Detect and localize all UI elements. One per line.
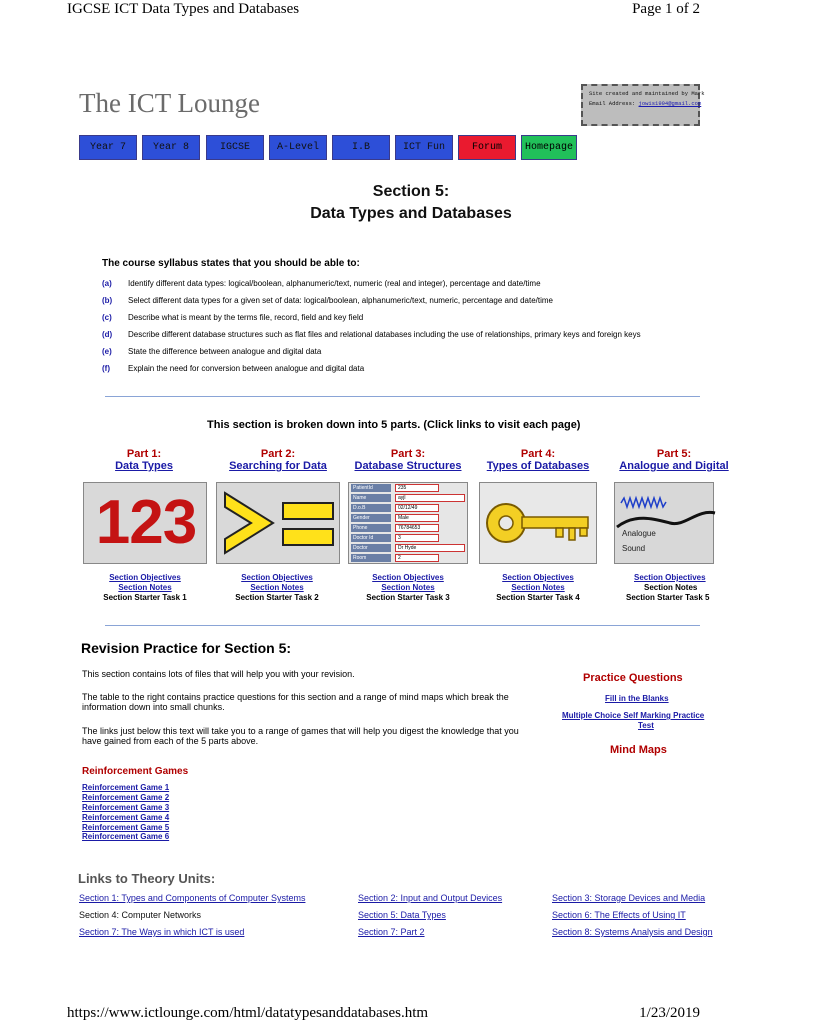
reinforcement-games-heading: Reinforcement Games: [82, 766, 189, 777]
part-2-links: [225, 573, 329, 603]
section-notes-text[interactable]: Section Notes: [644, 583, 698, 592]
objective-label: (e): [102, 347, 112, 356]
form-field-name: Name: [351, 494, 391, 502]
form-row: [351, 504, 467, 513]
practice-questions-heading: Practice Questions: [583, 672, 683, 684]
reinforcement-game-link[interactable]: Reinforcement Game 3: [82, 803, 170, 812]
greater-equal-icon: [217, 483, 341, 565]
part-3-thumbnail[interactable]: [348, 482, 468, 564]
part-number: Part 5:: [656, 448, 692, 460]
sound-label: Sound: [622, 544, 646, 553]
theory-link[interactable]: Section 3: Storage Devices and Media: [552, 893, 706, 903]
part-4-link[interactable]: Types of Databases: [486, 460, 590, 472]
form-field-value: 02/12/49: [395, 504, 439, 512]
revision-paragraph-2: The table to the right contains practice questions for this section and a range of mind maps which break the information down into small chunks.: [82, 692, 509, 712]
multiple-choice-link[interactable]: Multiple Choice Self Marking Practice: [562, 711, 705, 720]
site-info-email-label: Email Address:: [589, 100, 636, 107]
syllabus-intro: The course syllabus states that you should be able to:: [102, 258, 360, 269]
print-header: [0, 0, 768, 24]
objectives-list: [0, 270, 700, 380]
objective-text: State the difference between analogue and digital data: [128, 347, 322, 356]
objective-f: [102, 364, 364, 373]
objective-a: [102, 279, 541, 288]
part-4-heading: [486, 448, 590, 472]
form-row: [351, 484, 467, 493]
parts-row: [0, 440, 729, 610]
print-page-number: Page 1 of 2: [632, 1, 700, 17]
theory-links: [0, 890, 713, 940]
objective-e: [102, 347, 321, 356]
form-row: [351, 514, 467, 523]
parts-intro: This section is broken down into 5 parts. (Click links to visit each page): [207, 419, 581, 431]
form-row: [351, 554, 467, 563]
section-number: Section 5:: [372, 183, 450, 200]
thumbnail-number-glyph: 123: [95, 488, 197, 557]
nav-homepage[interactable]: Homepage: [521, 135, 577, 160]
mind-maps-heading: Mind Maps: [610, 744, 667, 756]
revision-paragraph-1: This section contains lots of files that will help you with your revision.: [82, 669, 355, 679]
multiple-choice-link-test[interactable]: Test: [638, 721, 654, 730]
section-objectives-link[interactable]: Section Objectives: [241, 573, 313, 582]
nav-year7[interactable]: Year 7: [79, 135, 137, 160]
part-2-thumbnail[interactable]: [216, 482, 340, 564]
site-info-line1: Site created and maintained by Mark: [589, 90, 705, 97]
form-field-value: Dr Hyde: [395, 544, 465, 552]
form-field-name: Doctor: [351, 544, 391, 552]
starter-task-text: Section Starter Task 1: [103, 593, 187, 602]
form-field-value: Male: [395, 514, 439, 522]
site-info-email-link[interactable]: jowis1994@gmail.com: [638, 100, 702, 107]
form-row: [351, 494, 467, 503]
objective-text: Select different data types for a given set of data: logical/boolean, alphanumeric/text, numeric, percentage and date/time: [128, 296, 553, 305]
form-field-value: 3: [395, 534, 439, 542]
part-number: Part 3:: [390, 448, 426, 460]
theory-link[interactable]: Section 7: Part 2: [358, 927, 425, 937]
section-objectives-link[interactable]: Section Objectives: [634, 573, 706, 582]
objective-text: Explain the need for conversion between analogue and digital data: [128, 364, 365, 373]
theory-link[interactable]: Section 1: Types and Components of Computer Systems: [79, 893, 306, 903]
form-field-name: D.o.B: [351, 504, 391, 512]
form-row: [351, 524, 467, 533]
objective-text: Describe what is meant by the terms file, record, field and key field: [128, 313, 364, 322]
part-1-links: [93, 573, 197, 603]
part-number: Part 2:: [260, 448, 296, 460]
part-number: Part 4:: [520, 448, 556, 460]
print-url: https://www.ictlounge.com/html/datatypesanddatabases.htm: [67, 1005, 429, 1021]
starter-task-text: Section Starter Task 5: [626, 593, 710, 602]
form-row: [351, 534, 467, 543]
section-objectives-link[interactable]: Section Objectives: [372, 573, 444, 582]
practice-questions-panel: [540, 665, 705, 765]
objective-label: (a): [102, 279, 112, 288]
reinforcement-game-link[interactable]: Reinforcement Game 5: [82, 823, 170, 832]
part-1-heading: [103, 448, 185, 472]
form-field-value: 2: [395, 554, 439, 562]
section-objectives-link[interactable]: Section Objectives: [502, 573, 574, 582]
theory-link-current[interactable]: Section 4: Computer Networks: [79, 910, 202, 920]
part-3-links: [356, 573, 460, 603]
section-objectives-link[interactable]: Section Objectives: [109, 573, 181, 582]
site-title[interactable]: The ICT Lounge: [79, 88, 260, 118]
objective-label: (d): [102, 330, 113, 339]
form-field-name: Doctor Id: [351, 534, 391, 542]
part-5-heading: [606, 448, 742, 472]
part-5-link[interactable]: Analogue and Digital: [619, 460, 729, 472]
form-field-name: Room: [351, 554, 391, 562]
theory-link[interactable]: Section 2: Input and Output Devices: [358, 893, 503, 903]
objective-label: (f): [102, 364, 110, 373]
divider: [105, 625, 700, 626]
objective-label: (b): [102, 296, 113, 305]
divider: [105, 396, 700, 397]
key-icon: [480, 483, 598, 565]
theory-link[interactable]: Section 7: The Ways in which ICT is used: [79, 927, 245, 937]
part-4-thumbnail[interactable]: [479, 482, 597, 564]
print-footer: [0, 1005, 768, 1024]
nav-ict-fun[interactable]: ICT Fun: [395, 135, 453, 160]
part-3-link[interactable]: Database Structures: [354, 460, 462, 472]
theory-links-heading: Links to Theory Units:: [78, 871, 216, 886]
part-1-link[interactable]: Data Types: [115, 460, 173, 472]
starter-task-text: Section Starter Task 4: [496, 593, 580, 602]
objective-b: [102, 296, 553, 305]
theory-link[interactable]: Section 8: Systems Analysis and Design: [552, 927, 713, 937]
part-3-heading: [352, 448, 464, 472]
starter-task-text: Section Starter Task 3: [366, 593, 450, 602]
objective-d: [102, 330, 641, 339]
revision-heading: Revision Practice for Section 5:: [81, 640, 292, 656]
part-2-link[interactable]: Searching for Data: [229, 460, 327, 472]
nav-ib[interactable]: I.B: [332, 135, 390, 160]
part-4-links: [486, 573, 590, 603]
objective-text: Identify different data types: logical/boolean, alphanumeric/text, numeric (real and integer), percentage and date/time: [128, 279, 541, 288]
starter-task-text: Section Starter Task 2: [235, 593, 319, 602]
site-info-line2: [589, 99, 702, 109]
form-row: [351, 544, 467, 553]
form-field-name: Gender: [351, 514, 391, 522]
nav-year8[interactable]: Year 8: [142, 135, 200, 160]
section-title: Data Types and Databases: [310, 205, 512, 222]
reinforcement-game-link[interactable]: Reinforcement Game 4: [82, 813, 170, 822]
objective-text: Describe different database structures such as flat files and relational databases including the use of relationships, primary keys and foreign keys: [128, 330, 641, 339]
print-date: 1/23/2019: [639, 1005, 700, 1021]
part-5-thumbnail[interactable]: [614, 482, 714, 564]
revision-paragraph-3: The links just below this text will take you to a range of games that will help you digest the knowledge that you have gained from each of the 5 parts above.: [82, 726, 519, 746]
objective-label: (c): [102, 313, 112, 322]
objective-c: [102, 313, 363, 322]
form-field-value: 235: [395, 484, 439, 492]
form-field-name: PatientId: [351, 484, 391, 492]
nav-igcse[interactable]: IGCSE: [206, 135, 264, 160]
nav-forum[interactable]: Forum: [458, 135, 516, 160]
reinforcement-game-link[interactable]: Reinforcement Game 1: [82, 783, 170, 792]
form-field-value: ayjl: [395, 494, 465, 502]
section-notes-link[interactable]: Section Notes: [381, 583, 435, 592]
part-2-heading: [226, 448, 330, 472]
reinforcement-game-link[interactable]: Reinforcement Game 2: [82, 793, 170, 802]
analogue-label: Analogue: [622, 529, 656, 538]
reinforcement-game-link[interactable]: Reinforcement Game 6: [82, 832, 170, 841]
form-field-value: 76784653: [395, 524, 439, 532]
part-5-links: [624, 573, 728, 603]
part-1-thumbnail[interactable]: [83, 482, 207, 564]
part-number: Part 1:: [126, 448, 162, 460]
fill-in-blanks-link[interactable]: Fill in the Blanks: [605, 694, 669, 703]
section-notes-link[interactable]: Section Notes: [250, 583, 304, 592]
form-field-name: Phone: [351, 524, 391, 532]
print-title: IGCSE ICT Data Types and Databases: [67, 1, 300, 17]
nav-a-level[interactable]: A-Level: [269, 135, 327, 160]
theory-link[interactable]: Section 6: The Effects of Using IT: [552, 910, 686, 920]
site-info-box: [581, 84, 705, 126]
section-notes-link[interactable]: Section Notes: [118, 583, 172, 592]
theory-link[interactable]: Section 5: Data Types: [358, 910, 446, 920]
section-notes-link[interactable]: Section Notes: [511, 583, 565, 592]
